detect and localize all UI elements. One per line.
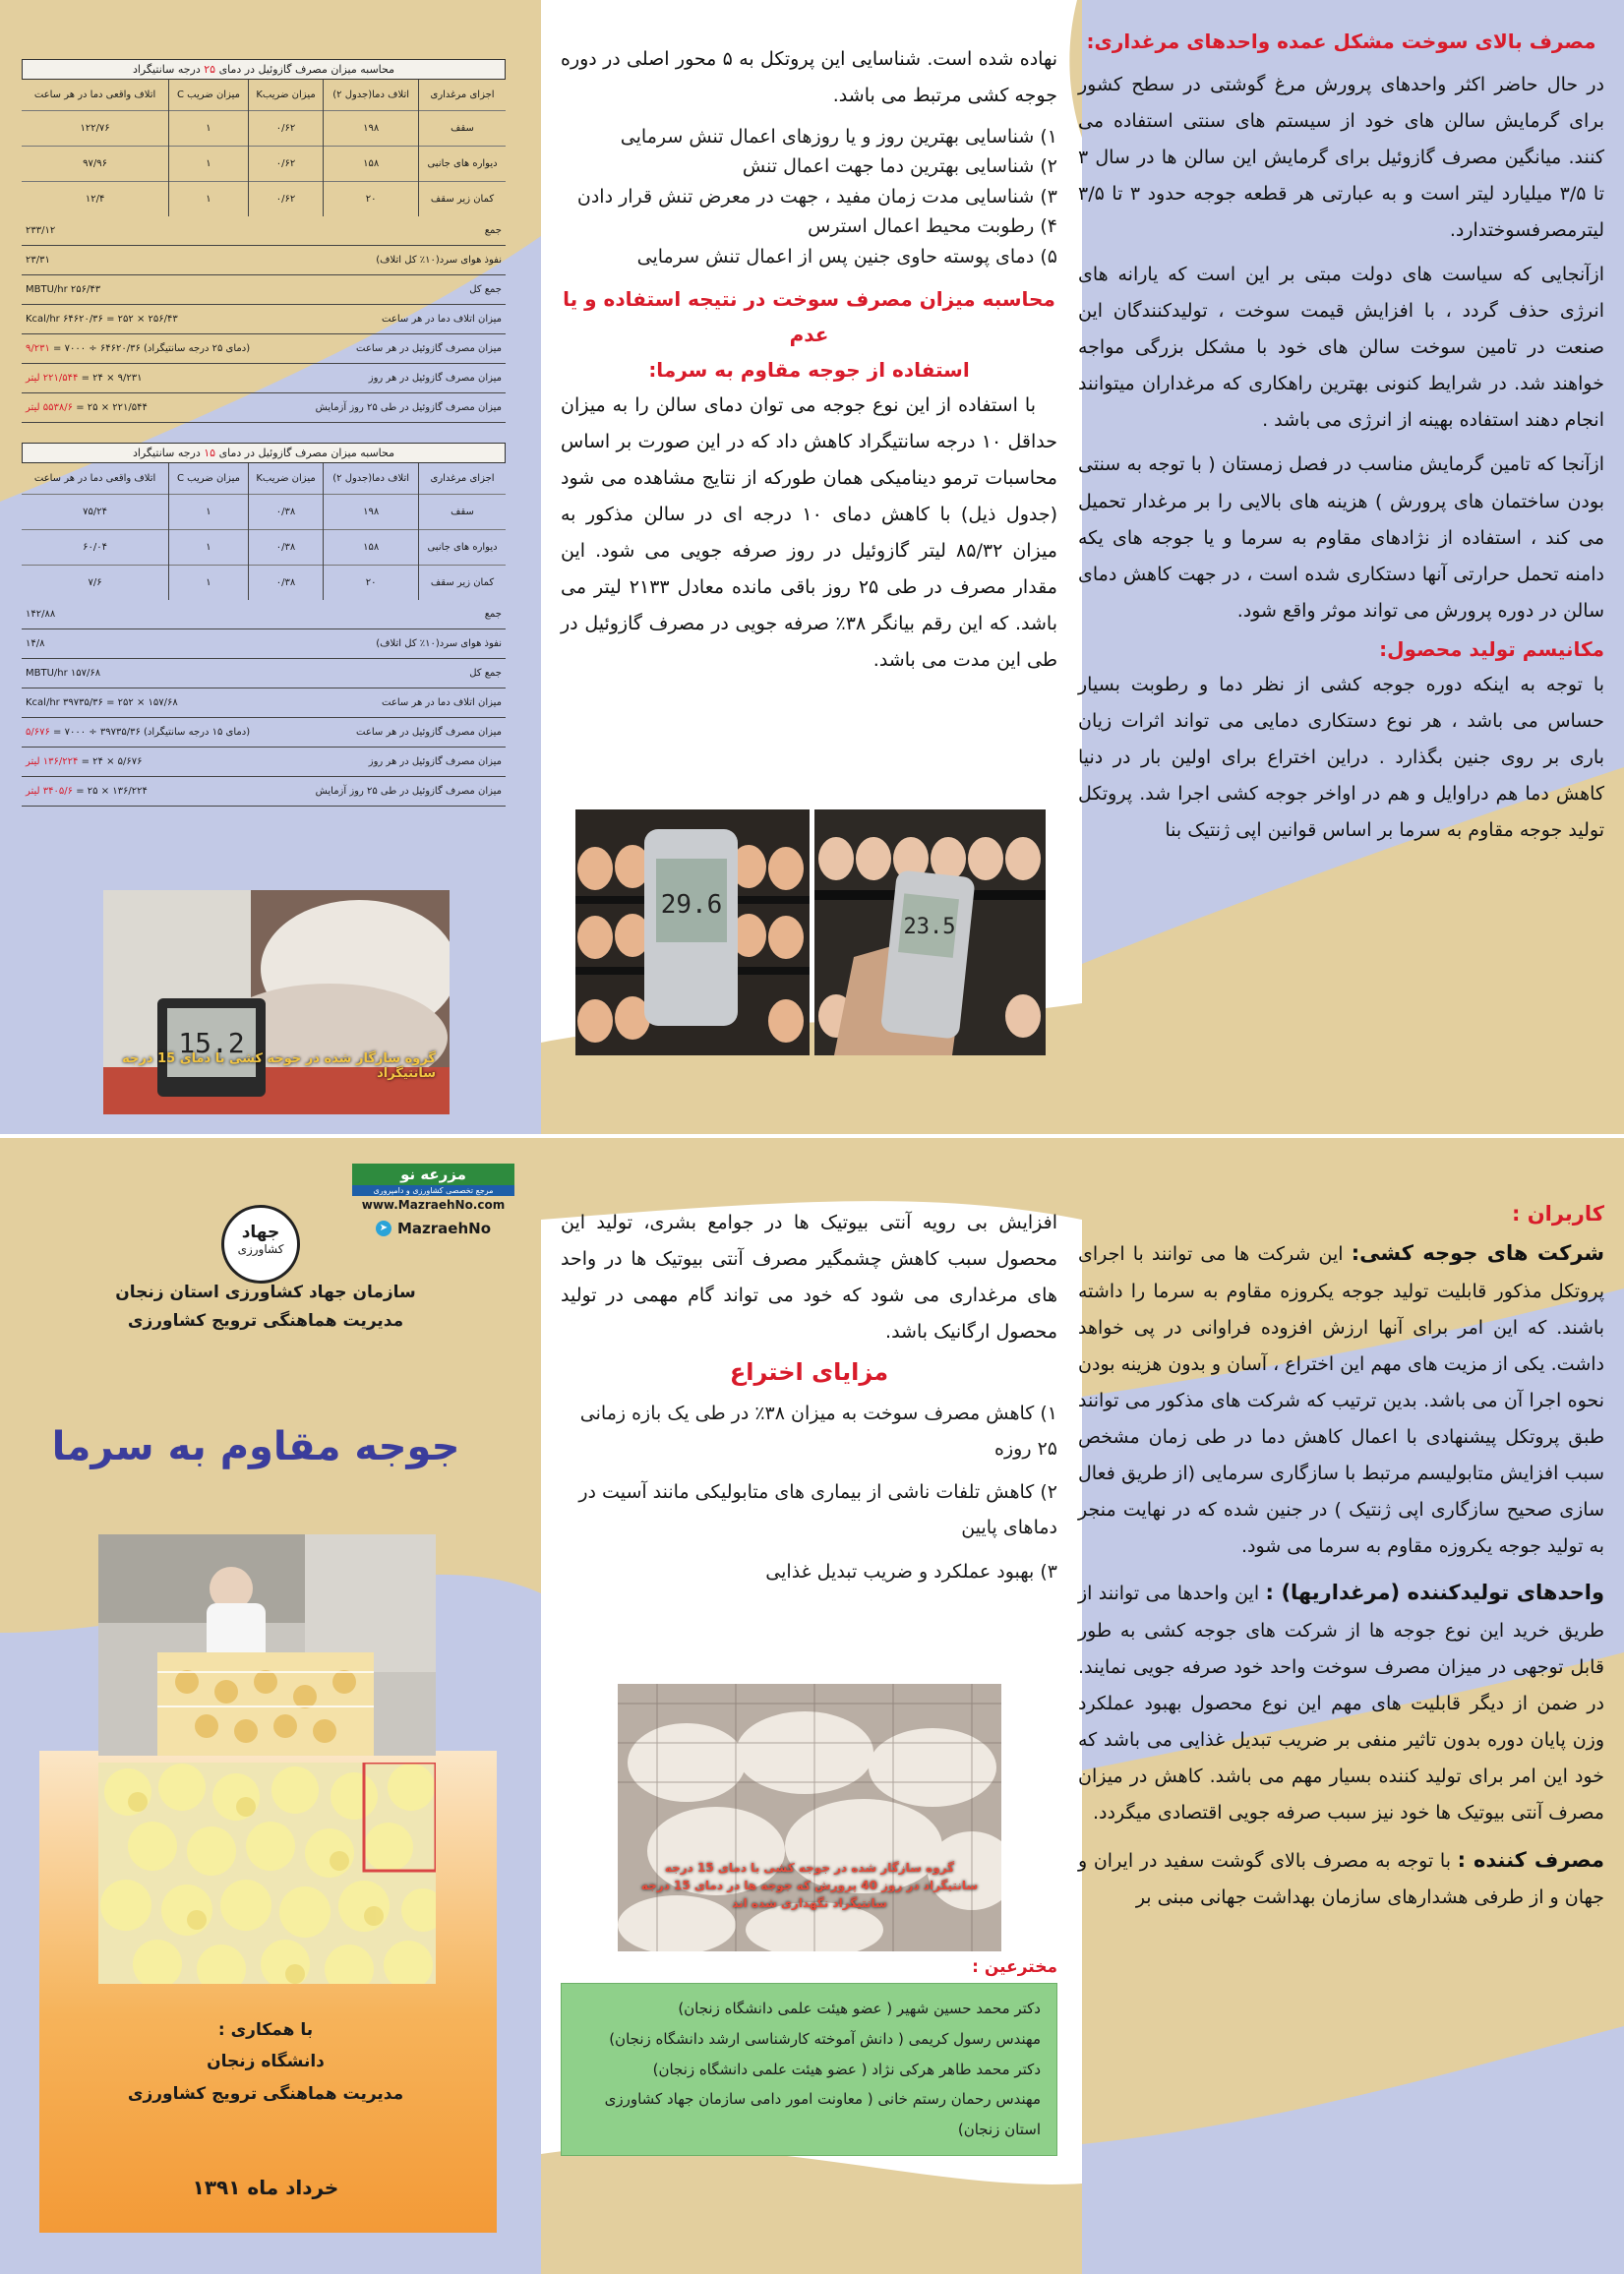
paragraph: شرکت های جوجه کشی: این شرکت ها می توانند با اجرای پروتکل مذکور قابلیت تولید جوجه یکروزه مقاوم به سرما را داشته باشند. که این امر برای آنها ارزش افزوده فراوانی در پی خواهد داشت. یکی از مزیت های مهم این اختراع ، آسان و بدون هزینه بودن نحوه اجرا آن می باشد. بدین ترتیب که شرکت های مذکور می توانند طبق پروتکل پیشنهادی با اعمال کاهش دما در طی زمان مشخص سبب افزایش متابولیسم مرتبط با سازگاری سرمایی (از طریق فعال سازی صحیح سازگاری اپی ژنتیک ) در جنین شده که در نهایت منجر به تولید جوجه یکروزه مقاوم به سرما می شود. <box>1078 1241 1605 1558</box>
calc-row: جمع کل MBTU/hr ۱۵۷/۶۸ <box>22 659 506 688</box>
calc-row: میزان اتلاف دما در هر ساعت Kcal/hr ۶۴۶۲۰/۳۶ = ۲۵۲ × ۲۵۶/۴۳ <box>22 305 506 334</box>
hatchery-worker-image <box>98 1534 436 1756</box>
thermo-reading: 29.6 <box>660 890 723 920</box>
collaboration-block <box>98 2014 433 2110</box>
table2 <box>22 463 506 600</box>
lead-text: مصرف کننده : <box>1457 1847 1604 1872</box>
paragraph: در حال حاضر اکثر واحدهای پرورش مرغ گوشتی در سطح کشور برای گرمایش سالن های خود از سیستم های سنتی استفاده می کنند. میانگین مصرف گازوئیل برای گرمایش این سالن ها در سال ۳ تا ۳/۵ میلیارد لیتر است و به عبارتی هر قطعه جوجه حدود ۳ تا ۳/۵ لیترمصرفسوختدارد. <box>1078 74 1605 242</box>
list-item: ۳) بهبود عملکرد و ضریب تبدیل غذایی <box>765 1560 1057 1583</box>
list-item: ۲) شناسایی بهترین دما جهت اعمال تنش <box>742 155 1057 178</box>
calc-row: جمع ۲۳۳/۱۲ <box>22 216 506 246</box>
brand-box <box>352 1164 514 1237</box>
column-header: میزان ضریبK <box>248 463 323 495</box>
table-row: کمان زیر سقف ۲۰ ۰/۳۸ ۱ ۷/۶ <box>22 566 506 601</box>
table-row: دیواره های جانبی ۱۵۸ ۰/۳۸ ۱ ۶۰/۰۴ <box>22 530 506 566</box>
hatchery-worker-photo <box>98 1534 436 1756</box>
inventor-line: استان زنجان) <box>957 2121 1041 2138</box>
calc-heading-line: استفاده از جوجه مقاوم به سرما: <box>648 358 970 383</box>
thermo-reading: 23.5 <box>903 915 956 939</box>
table-row: کمان زیر سقف ۲۰ ۰/۶۲ ۱ ۱۲/۴ <box>22 182 506 217</box>
inventors-box <box>561 1983 1057 2156</box>
column-header: اجزای مرغداری <box>419 463 506 495</box>
inventor-line: دکتر محمد حسین شهیر ( عضو هیئت علمی دانشگاه زنجان) <box>678 2000 1041 2017</box>
collab-line: مدیریت هماهنگی ترویج کشاورزی <box>127 2083 404 2104</box>
inventor-line: دکتر محمد طاهر هرکی نژاد ( عضو هیئت علمی دانشگاه زنجان) <box>652 2060 1041 2078</box>
column-header: اتلاف دما(جدول ۲) <box>324 463 419 495</box>
photo-caption: گروه سازگار شده در جوجه کشی با دمای 15 درجه سانتیگراد <box>122 1051 436 1081</box>
list-item: ۱) کاهش مصرف سوخت به میزان ۳۸٪ در طی یک بازه زمانی ۲۵ روزه <box>579 1403 1057 1461</box>
table-row: سقف ۱۹۸ ۰/۳۸ ۱ ۷۵/۲۴ <box>22 495 506 530</box>
column-header: میزان ضریبK <box>248 80 323 111</box>
caged-chickens-photo <box>618 1684 1001 1951</box>
paragraph: واحدهای تولیدکننده (مرغداریها) : این واحدها می توانند از طریق خرید این نوع جوجه ها از شرکت های جوجه کشی به طور قابل توجهی در میزان مصرف سوخت واحد خود صرفه جویی نمایند. در ضمن از دیگر قابلیت های مهم این نوع محصول بهبود عملکرد وزن پایان دوره بدون تاثیر منفی بر ضریب تبدیل غذایی می باشد که خود این امر برای تولید کننده بسیار مهم می باشد. کاهش در میزان مصرف آنتی بیوتیک ها خود نیز سبب صرفه جویی اقتصادی میگردد. <box>1078 1581 1605 1825</box>
calc-row: میزان مصرف گازوئیل در طی ۲۵ روز آزمایش ۲۲۱/۵۴۴ × ۲۵ = ۵۵۳۸/۶ لیتر <box>22 393 506 423</box>
list-item: ۳) شناسایی مدت زمان مفید ، جهت در معرض تنش قرار دادن <box>576 185 1057 208</box>
column-header: اتلاف واقعی دما در هر ساعت <box>33 473 156 484</box>
list-item: ۱) شناسایی بهترین روز و یا روزهای اعمال تنش سرمایی <box>620 126 1057 149</box>
telegram-row[interactable] <box>352 1220 514 1237</box>
fuel-problem-heading: مصرف بالای سوخت مشکل عمده واحدهای مرغداری: <box>1086 30 1596 53</box>
inventors-section <box>561 1957 1057 2156</box>
paragraph: با توجه به اینکه دوره جوجه کشی از نظر دما و رطوبت بسیار حساس می باشد ، هر نوع دستکاری دمایی می تواند اثرات زیان باری بر روی جنین بگذارد . دراین اختراع برای اولین بار در دنیا کاهش دما هم دراوایل و هم در اواخر جوجه کشی اجرا شد. پروتکل تولید جوجه مقاوم به سرما بر اساس قوانین اپی ژنتیک بنا <box>1078 673 1604 841</box>
top-right-panel <box>1078 30 1604 857</box>
column-header: میزان ضریب C <box>169 80 249 111</box>
telegram-handle: MazraehNo <box>396 1220 491 1237</box>
list-item: ۴) رطوبت محیط اعمال استرس <box>808 215 1057 238</box>
column-header: اتلاف واقعی دما در هر ساعت <box>33 90 156 100</box>
paragraph: ازآنجایی که سیاست های دولت مبتی بر این است که یارانه های انرژی حذف گردد ، با افزایش قیمت سوخت ، تولیدکنندگان این صنعت در تامین سوخت سالن های خود با مشکل بزرگی مواجه خواهند شد. در شرایط کنونی بهترین راهکاری که مرغداران میتوانند انجام دهند استفاده بهینه از انرژی می باشد . <box>1078 264 1604 432</box>
calc-heading <box>561 281 1057 388</box>
advantages-list <box>561 1396 1057 1588</box>
cover-title: جوجه مقاوم به سرما <box>51 1424 460 1469</box>
table-row: دیواره های جانبی ۱۵۸ ۰/۶۲ ۱ ۹۷/۹۶ <box>22 147 506 182</box>
table1 <box>22 80 506 216</box>
paragraph: افزایش بی رویه آنتی بیوتیک ها در جوامع بشری، تولید این محصول سبب کاهش چشمگیر مصرف آنتی بیوتیک ها در واحد های مرغداری می شود که خود می تواند گام مهمی در تولید محصول ارگانیک باشد. <box>561 1212 1057 1344</box>
jahad-logo <box>221 1205 300 1284</box>
chicks-photo <box>98 1763 436 1984</box>
website-link[interactable]: www.MazraehNo.com <box>361 1198 506 1212</box>
lead-text: واحدهای تولیدکننده (مرغداریها) : <box>1265 1581 1605 1605</box>
publish-date: خرداد ماه ۱۳۹۱ <box>192 2176 339 2199</box>
calc-row: نفوذ هوای سرد(۱۰٪ کل اتلاف) ۲۳/۳۱ <box>22 246 506 275</box>
chicken-display-photo <box>103 890 450 1114</box>
calc-row: میزان مصرف گازوئیل در هر روز ۹/۲۳۱ × ۲۴ = ۲۲۱/۵۴۴ لیتر <box>22 364 506 393</box>
collab-heading: با همکاری : <box>217 2020 314 2040</box>
brand-tagline: مرجع تخصصی کشاورزی و دامپروری <box>352 1185 514 1196</box>
advantages-heading: مزایای اختراع <box>729 1358 889 1387</box>
top-middle-panel <box>561 41 1057 687</box>
eggs-thermometer-image <box>575 809 810 1055</box>
calc-row: جمع کل MBTU/hr ۲۵۶/۴۳ <box>22 275 506 305</box>
display-reading: 15.2 <box>178 1027 245 1059</box>
yellow-chicks-image <box>98 1763 436 1984</box>
collab-line: دانشگاه زنجان <box>207 2052 325 2072</box>
calc-row: میزان مصرف گازوئیل در هر ساعت (دمای ۲۵ درجه سانتیگراد) ۶۴۶۲۰/۳۶ ÷ ۷۰۰۰ = ۹/۲۳۱ <box>22 334 506 364</box>
list-item: ۵) دمای پوسته حاوی جنین پس از اعمال تنش سرمایی <box>636 245 1057 268</box>
hand-thermometer-image <box>814 809 1046 1055</box>
table1-calc <box>22 216 506 423</box>
photo-caption: گروه سازگار شده در جوجه کشی با دمای 15 درجه سانتیگراد در روز 40 پرورش که جوجه ها در دمای 15 درجه سانتیگراد نگهداری شده اند <box>640 1861 979 1910</box>
logo-text-bottom: کشاورزی <box>237 1241 284 1256</box>
thermometer-photo-left <box>575 809 810 1055</box>
table2-calc <box>22 600 506 807</box>
lead-text: شرکت های جوجه کشی: <box>1351 1241 1605 1265</box>
table-row: سقف ۱۹۸ ۰/۶۲ ۱ ۱۲۲/۷۶ <box>22 111 506 147</box>
bottom-right-panel <box>1078 1202 1604 1925</box>
inventor-line: مهندس رحمان رستم خانی ( معاونت امور دامی سازمان جهاد کشاورزی <box>604 2090 1041 2109</box>
calc-row: جمع ۱۴۲/۸۸ <box>22 600 506 629</box>
calc-row: میزان اتلاف دما در هر ساعت Kcal/hr ۳۹۷۳۵/۳۶ = ۲۵۲ × ۱۵۷/۶۸ <box>22 688 506 718</box>
calc-row: میزان مصرف گازوئیل در هر روز ۵/۶۷۶ × ۲۴ = ۱۳۶/۲۲۴ لیتر <box>22 748 506 777</box>
thermometer-photo-right <box>814 809 1046 1055</box>
mechanism-heading: مکانیسم تولید محصول: <box>1379 636 1604 661</box>
calc-row: میزان مصرف گازوئیل در طی ۲۵ روز آزمایش ۱۳۶/۲۲۴ × ۲۵ = ۳۴۰۵/۶ لیتر <box>22 777 506 807</box>
bottom-middle-panel <box>561 1205 1057 1589</box>
table1-title: محاسبه میزان مصرف گازوئیل در دمای ۲۵ درجه سانتیگراد <box>22 59 506 80</box>
paragraph: مصرف کننده : با توجه به مصرف بالای گوشت سفید در ایران و جهان و از طرفی هشدارهای سازمان بهداشت جهانی مبنی بر <box>1078 1847 1604 1909</box>
paragraph: ازآنجا که تامین گرمایش مناسب در فصل زمستان ( با توجه به سنتی بودن ساختمان های پرورش ) هزینه های بالایی را بر مرغدار تحمیل می کند ، استفاده از نژادهای مقاوم به سرما و یا جوجه های یکه دامنه تحمل حرارتی آنها دستکاری شده است ، در جهت کاهش دمای سالن در دوره پرورش می تواند موثر واقع شود. <box>1078 453 1604 622</box>
top-left-panel <box>22 59 506 807</box>
column-header: میزان ضریب C <box>169 463 249 495</box>
inventor-line: مهندس رسول کریمی ( دانش آموخته کارشناسی ارشد دانشگاه زنجان) <box>609 2029 1041 2048</box>
protocol-list <box>561 122 1057 271</box>
paragraph: با استفاده از این نوع جوجه می توان دمای سالن را به میزان حداقل ۱۰ درجه سانتیگراد کاهش داد که در این صورت بر اساس محاسبات ترمو دینامیکی همان طورکه از نتایج مشاهده می شود (جدول ذیل) با کاهش دمای ۱۰ درجه ای در سالن مذکور به میزان ۸۵/۳۲ لیتر گازوئیل در روز صرفه جویی می شود. این مقدار مصرف در طی ۲۵ روز باقی مانده معادل ۲۱۳۳ لیتر می باشد. که این رقم بیانگر ۳۸٪ صرفه جویی در مصرف گازوئیل در طی این مدت می باشد. <box>561 394 1058 672</box>
column-header: اتلاف دما(جدول ۲) <box>324 80 419 111</box>
logo-text-top: جهاد <box>241 1223 280 1242</box>
paragraph: نهاده شده است. شناسایی این پروتکل به ۵ محور اصلی در دوره جوجه کشی مرتبط می باشد. <box>561 48 1057 107</box>
list-item: ۲) کاهش تلفات ناشی از بیماری های متابولیکی مانند آسیت در دماهای پایین <box>578 1481 1057 1539</box>
table2-title: محاسبه میزان مصرف گازوئیل در دمای ۱۵ درجه سانتیگراد <box>22 443 506 463</box>
brand-name: مزرعه نو <box>352 1164 514 1185</box>
calc-row: نفوذ هوای سرد(۱۰٪ کل اتلاف) ۱۴/۸ <box>22 629 506 659</box>
calc-row: میزان مصرف گازوئیل در هر ساعت (دمای ۱۵ درجه سانتیگراد) ۳۹۷۳۵/۳۶ ÷ ۷۰۰۰ = ۵/۶۷۶ <box>22 718 506 748</box>
inventors-heading: مخترعین : <box>972 1957 1057 1977</box>
telegram-icon: ➤ <box>376 1221 391 1236</box>
calc-heading-line: محاسبه میزان مصرف سوخت در نتیجه استفاده و یا عدم <box>563 287 1055 347</box>
column-header: اجزای مرغداری <box>419 80 506 111</box>
users-heading: کاربران : <box>1512 1202 1604 1226</box>
organization-name: سازمان جهاد کشاورزی استان زنجان مدیریت هماهنگی ترویج کشاورزی <box>115 1283 416 1331</box>
